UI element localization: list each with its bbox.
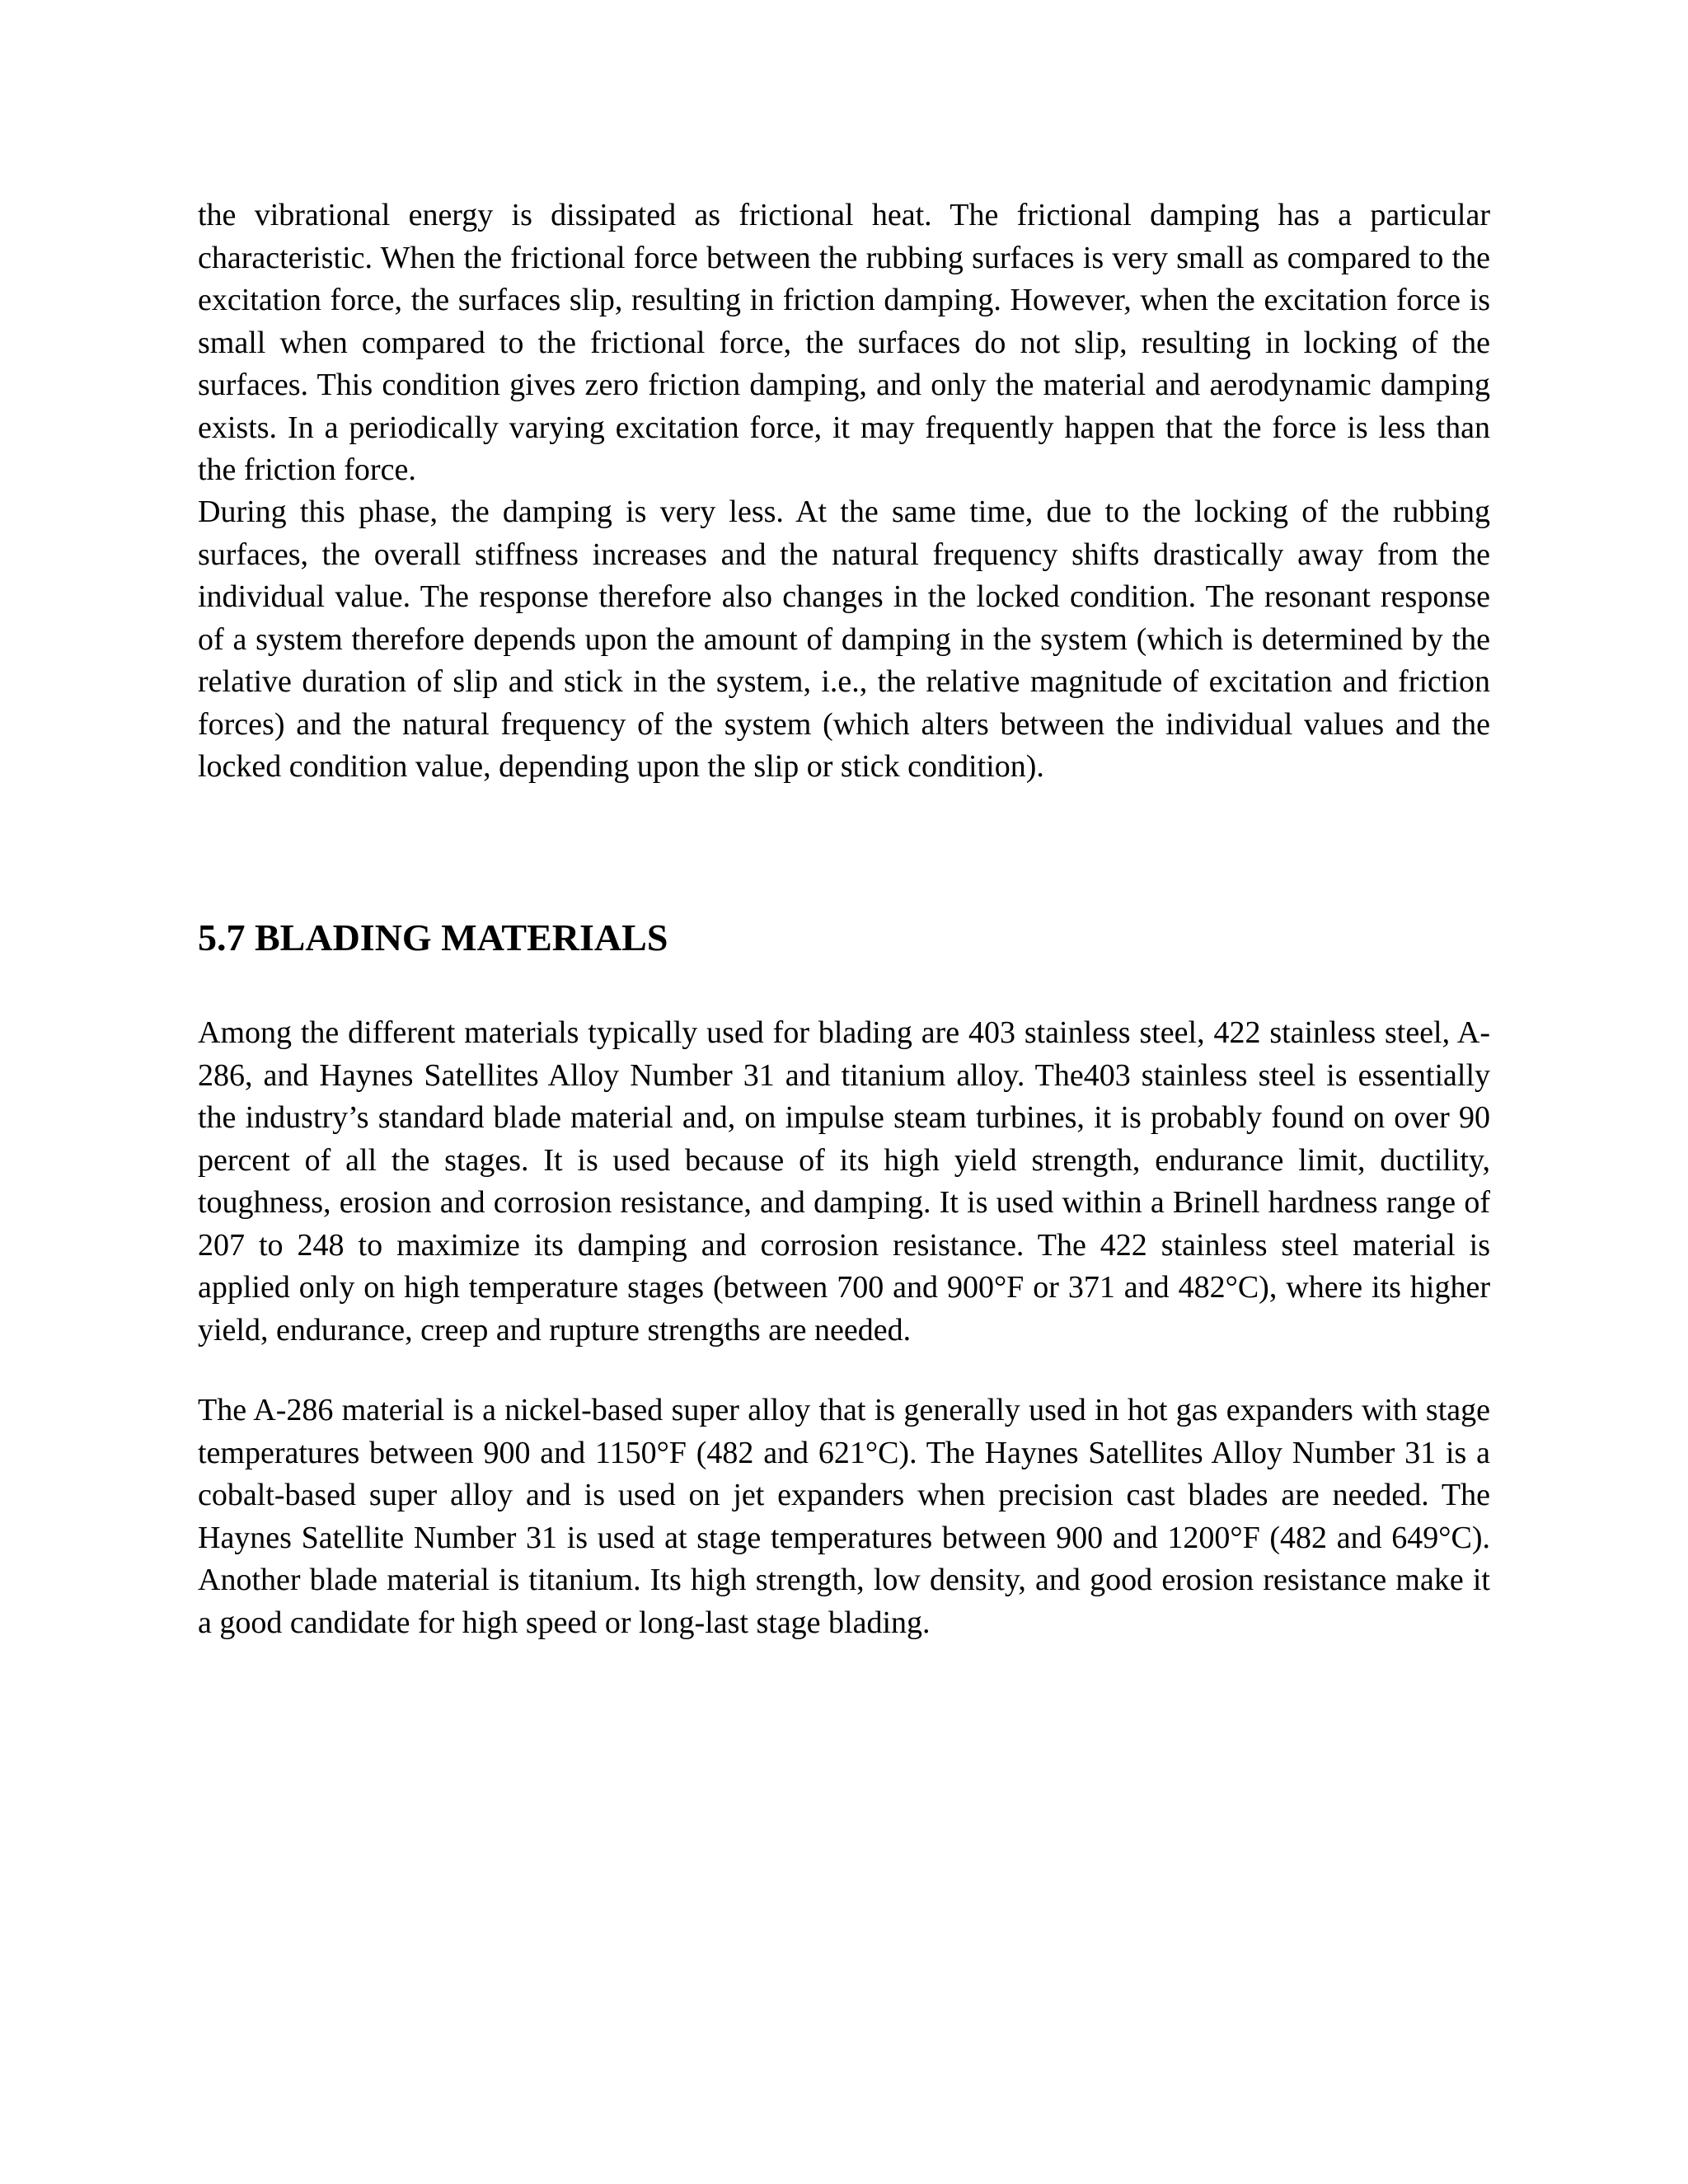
paragraph-superalloys-titanium: The A-286 material is a nickel-based super alloy that is generally used in hot gas expanders with stage temperatures between 900 and 1150°F (482 and 621°C). The Haynes Satellites Alloy Number 31 is a cobalt-based super alloy and is used on jet expanders when precision cast blades are needed. The Haynes Satellite Number 31 is used at stage temperatures between 900 and 1200°F (482 and 649°C). Another blade material is titanium. Its high strength, low density, and good erosion resistance make it a good candidate for high speed or long-last stage blading.	[198, 1393, 1490, 1640]
paragraph-frictional-damping: the vibrational energy is dissipated as frictional heat. The frictional damping has a particular characteristic. When the frictional force between the rubbing surfaces is very small as compared to the excitation force, the surfaces slip, resulting in friction damping. However, when the excitation force is small when compared to the frictional force, the surfaces do not slip, resulting in locking of the surfaces. This condition gives zero friction damping, and only the material and aerodynamic damping exists. In a periodically varying excitation force, it may frequently happen that the force is less than the friction force.	[198, 198, 1490, 487]
paragraph-blading-materials: Among the different materials typically used for blading are 403 stainless steel, 422 stainless steel, A-286, and Haynes Satellites Alloy Number 31 and titanium alloy. The403 stainless steel is essentially the industry’s standard blade material and, on impulse steam turbines, it is probably found on over 90 percent of all the stages. It is used because of its high yield strength, endurance limit, ductility, toughness, erosion and corrosion resistance, and damping. It is used within a Brinell hardness range of 207 to 248 to maximize its damping and corrosion resistance. The 422 stainless steel material is applied only on high temperature stages (between 700 and 900°F or 371 and 482°C), where its higher yield, endurance, creep and rupture strengths are needed.	[198, 1015, 1490, 1347]
paragraph-locking-phase: During this phase, the damping is very less. At the same time, due to the locking of the rubbing surfaces, the overall stiffness increases and the natural frequency shifts drastically away from the individual value. The response therefore also changes in the locked condition. The resonant response of a system therefore depends upon the amount of damping in the system (which is determined by the relative duration of slip and stick in the system, i.e., the relative magnitude of excitation and friction forces) and the natural frequency of the system (which alters between the individual values and the locked condition value, depending upon the slip or stick condition).	[198, 494, 1490, 784]
section-heading: 5.7 BLADING MATERIALS	[198, 916, 668, 958]
